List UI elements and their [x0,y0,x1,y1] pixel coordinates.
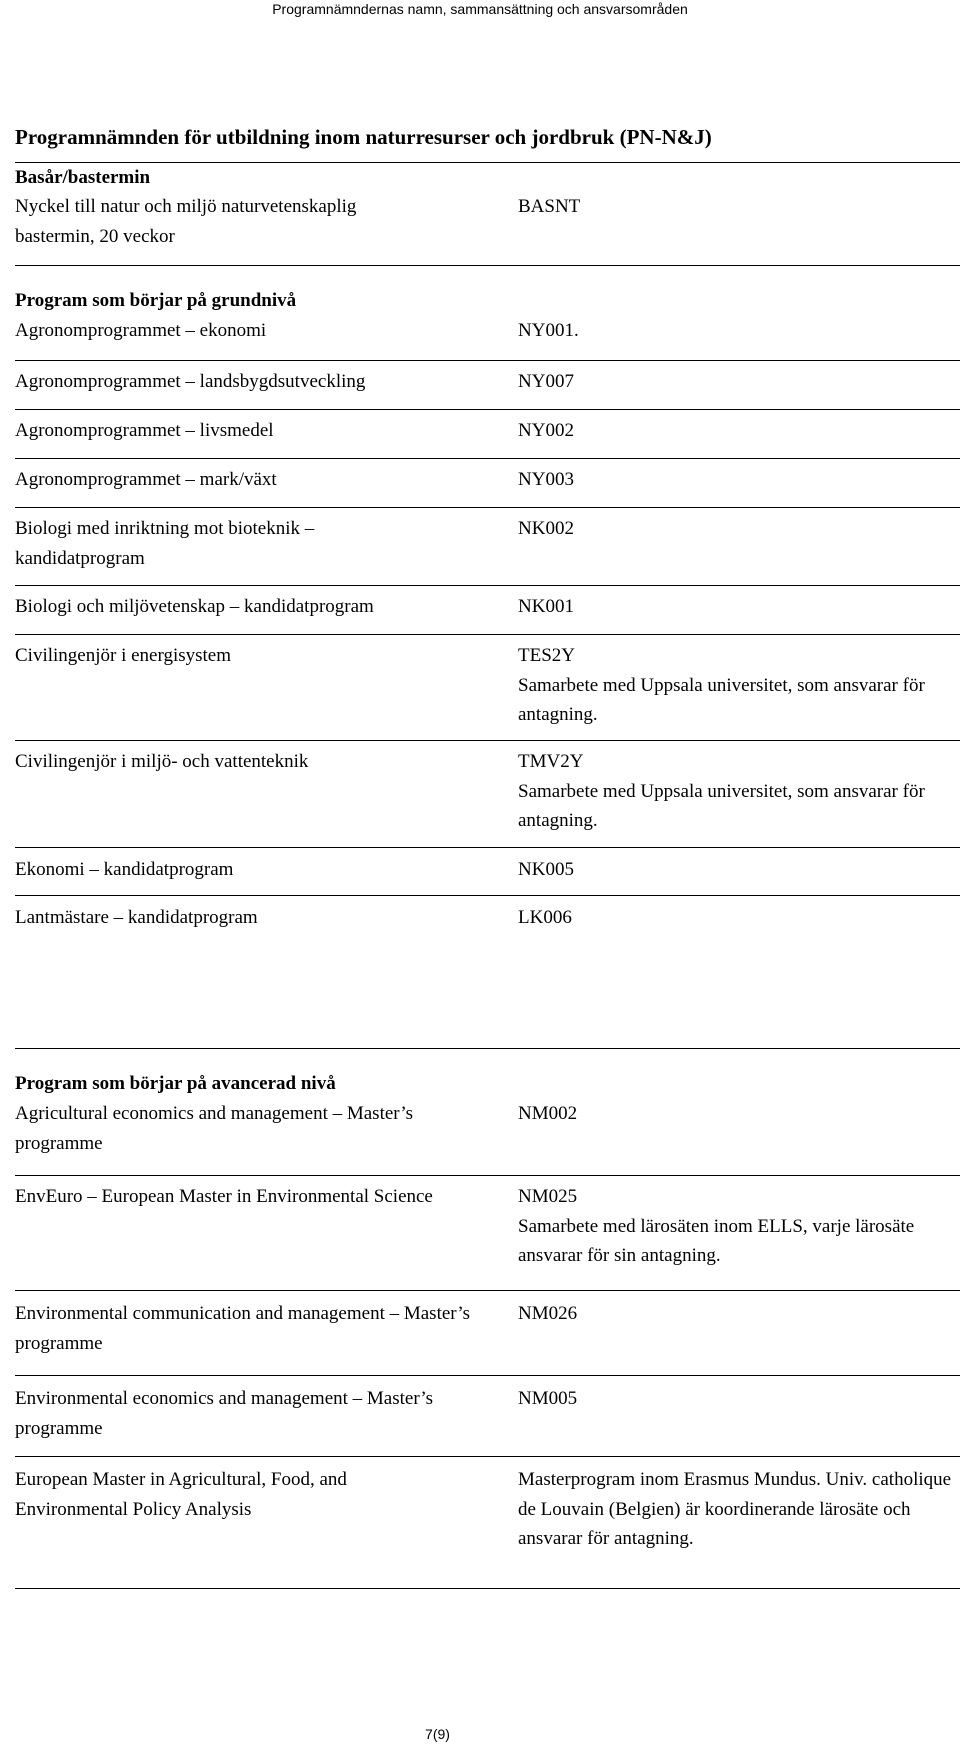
table-row [15,459,960,508]
program-name: Ekonomi – kandidatprogram [15,859,234,880]
program-code-cell [518,1465,958,1554]
program-code: NM005 [518,1388,578,1409]
program-name: Environmental economics and management – Master’s programme [15,1388,434,1439]
program-code-cell [518,641,958,730]
program-code: BASNT [518,196,581,217]
program-code: NY007 [518,371,574,392]
table-row [15,1099,960,1176]
program-code: NY001. [518,320,579,341]
table-row [15,1457,960,1567]
table-row [15,1176,960,1291]
program-note: Masterprogram inom Erasmus Mundus. Univ. catholique de Louvain (Belgien) är koordinerande lärosäte och ansvarar för antagning. [518,1469,952,1549]
section-rule [15,1588,960,1589]
program-code: NK002 [518,518,574,539]
program-name: Lantmästare – kandidatprogram [15,907,258,928]
table-row [15,586,960,635]
table-row [15,1291,960,1376]
program-name: Nyckel till natur och miljö naturvetenskaplig bastermin, 20 veckor [15,196,357,247]
table-row [15,316,960,361]
program-code-cell [518,747,958,836]
table-row [15,410,960,459]
program-code: NM026 [518,1303,578,1324]
table-row [15,848,960,896]
program-name: Agronomprogrammet – livsmedel [15,420,274,441]
program-name: Agronomprogrammet – mark/växt [15,469,277,490]
table-row [15,896,960,946]
program-name: Civilingenjör i energisystem [15,645,232,666]
program-name: EnvEuro – European Master in Environmental Science [15,1186,433,1207]
program-code-cell [518,1182,958,1271]
program-code: NK005 [518,859,574,880]
program-code: NY003 [518,469,574,490]
program-code: NM002 [518,1103,578,1124]
table-row [15,192,960,266]
table-row [15,1376,960,1457]
document-title: Programnämnden för utbildning inom naturresurser och jordbruk (PN-N&J) [15,125,712,149]
program-code: LK006 [518,907,572,928]
program-name: Environmental communication and management – Master’s programme [15,1303,470,1354]
table-row [15,741,960,848]
program-note: Samarbete med Uppsala universitet, som ansvarar för antagning. [518,780,925,831]
section-rule [15,1048,960,1049]
program-note: Samarbete med Uppsala universitet, som ansvarar för antagning. [518,674,925,725]
section-heading: Program som börjar på grundnivå [15,290,297,311]
program-code: NM025 [518,1186,578,1207]
program-note: Samarbete med lärosäten inom ELLS, varje lärosäte ansvarar för sin antagning. [518,1215,915,1266]
title-rule [15,162,960,163]
program-name: Agronomprogrammet – ekonomi [15,320,267,341]
page-header: Programnämndernas namn, sammansättning och ansvarsområden [272,1,688,17]
table-row [15,635,960,741]
program-code: TES2Y [518,645,575,666]
program-code: NY002 [518,420,574,441]
section-rule [15,265,960,266]
program-name: Biologi och miljövetenskap – kandidatprogram [15,596,374,617]
program-name: Agronomprogrammet – landsbygdsutveckling [15,371,366,392]
program-code: NK001 [518,596,574,617]
page-number: 7(9) [425,1726,450,1742]
table-row [15,508,960,586]
program-name: Civilingenjör i miljö- och vattenteknik [15,751,309,772]
section-heading: Program som börjar på avancerad nivå [15,1073,336,1094]
program-name: Agricultural economics and management – Master’s programme [15,1103,413,1154]
section-heading: Basår/bastermin [15,167,151,188]
program-code: TMV2Y [518,751,584,772]
table-row [15,361,960,410]
program-name: Biologi med inriktning mot bioteknik – kandidatprogram [15,518,315,569]
program-name: European Master in Agricultural, Food, and Environmental Policy Analysis [15,1469,347,1520]
